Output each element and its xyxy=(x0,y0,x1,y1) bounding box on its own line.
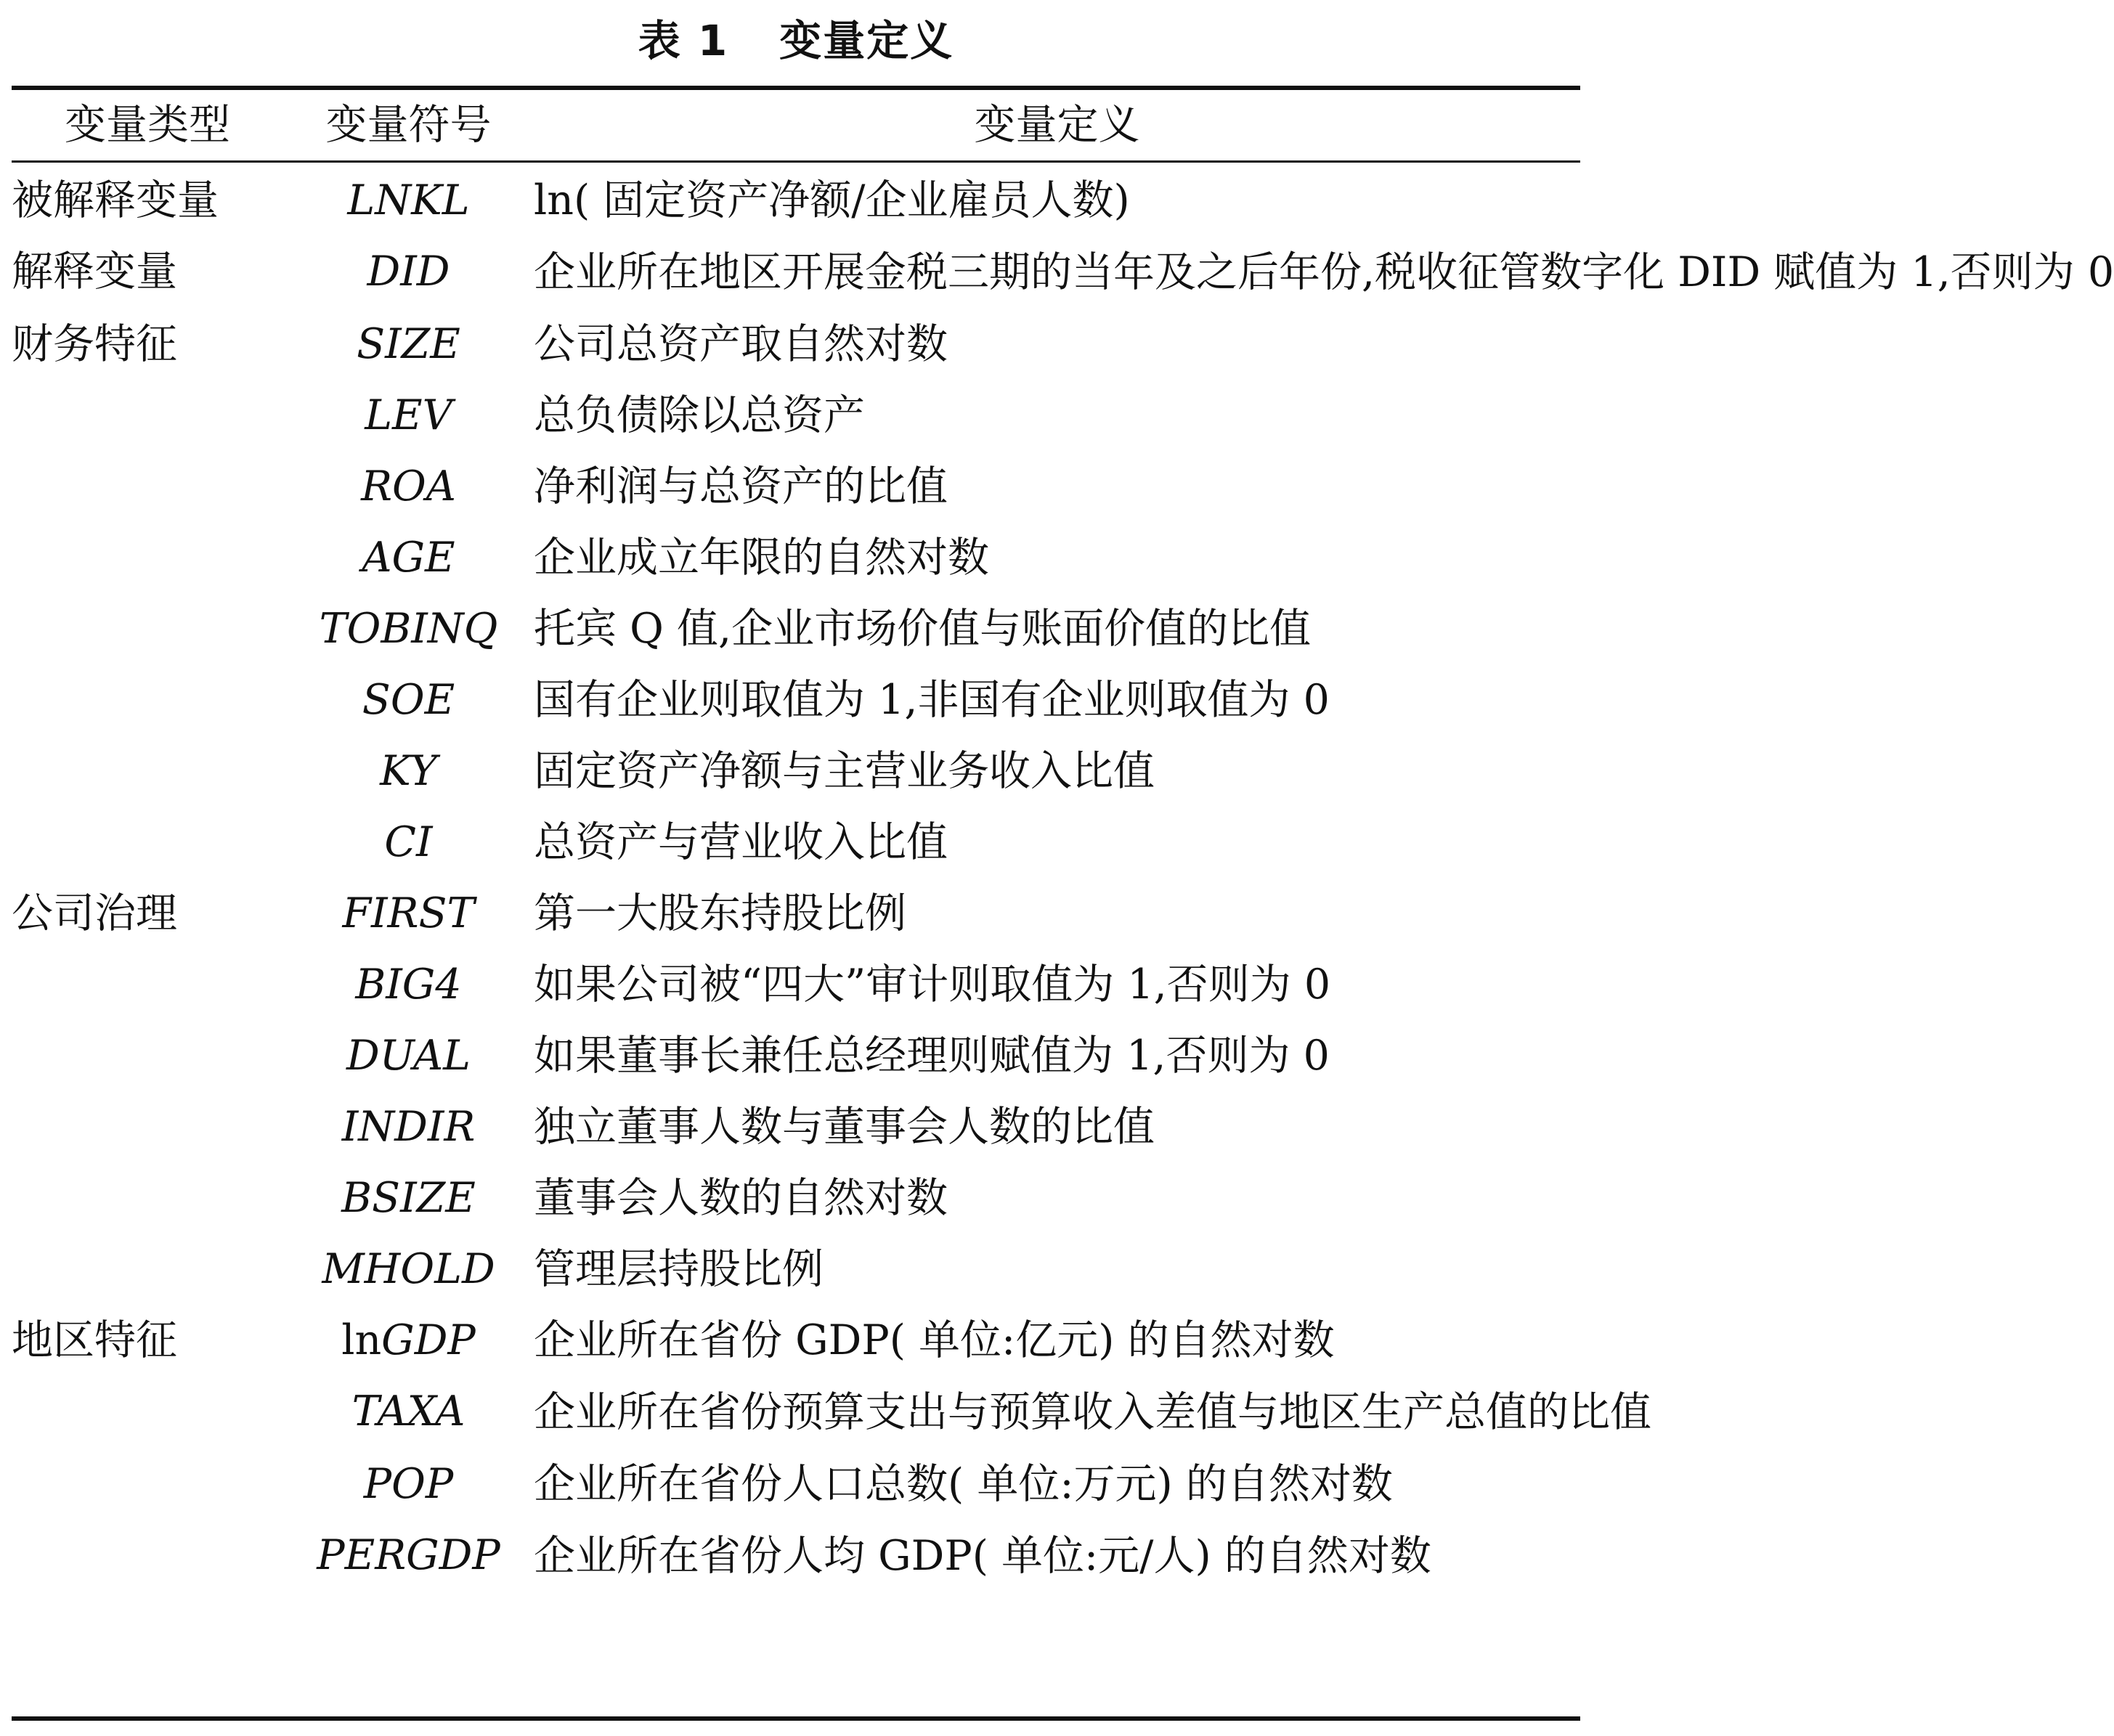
table-row xyxy=(12,1374,1580,1447)
table-row xyxy=(12,1447,1580,1518)
variable-symbol-cell: SIZE xyxy=(357,320,460,368)
variable-definition-cell: 企业所在省份预算支出与预算收入差值与地区生产总值的比值 xyxy=(534,1388,1651,1436)
table-row xyxy=(12,1019,1580,1090)
variable-type-cell xyxy=(12,1518,283,1591)
variable-definition-table xyxy=(12,90,2114,1591)
variable-type-cell xyxy=(12,1232,283,1303)
variable-symbol-cell: MHOLD xyxy=(322,1245,495,1293)
variable-type-cell xyxy=(12,1447,283,1518)
variable-type-cell xyxy=(12,805,283,876)
variable-symbol: GDP xyxy=(381,1316,476,1364)
variable-type-cell xyxy=(12,521,283,592)
variable-definition-cell: 董事会人数的自然对数 xyxy=(534,1174,948,1222)
variable-symbol-cell: CI xyxy=(384,818,433,866)
variable-definition-cell: 企业所在地区开展金税三期的当年及之后年份,税收征管数字化 DID 赋值为 1,否则为 0 xyxy=(534,248,2114,296)
variable-symbol-cell: PERGDP xyxy=(317,1531,500,1579)
variable-type-cell xyxy=(12,592,283,663)
variable-symbol-cell: BSIZE xyxy=(341,1174,476,1222)
variable-type-cell xyxy=(12,734,283,805)
table-row xyxy=(12,307,1580,378)
variable-definition-cell: 企业所在省份人均 GDP( 单位:元/人) 的自然对数 xyxy=(534,1532,1431,1580)
table-row xyxy=(12,1518,1580,1591)
variable-definition-cell: 总负债除以总资产 xyxy=(534,391,865,439)
variable-type-cell xyxy=(12,378,283,449)
variable-type-cell: 地区特征 xyxy=(12,1316,177,1364)
variable-type-cell xyxy=(12,1161,283,1232)
table-row xyxy=(12,948,1580,1019)
variable-type-cell xyxy=(12,1090,283,1161)
variable-type-cell: 被解释变量 xyxy=(12,176,219,224)
variable-symbol-cell: TOBINQ xyxy=(319,605,498,653)
table-caption-number: 表 1 xyxy=(638,16,729,65)
table-row xyxy=(12,805,1580,876)
table-row xyxy=(12,592,1580,663)
table-row xyxy=(12,449,1580,521)
variable-symbol-prefix: ln xyxy=(341,1316,382,1364)
table-row xyxy=(12,1090,1580,1161)
variable-type-cell xyxy=(12,449,283,521)
variable-type-cell xyxy=(12,948,283,1019)
variable-definition-cell: 企业所在省份 GDP( 单位:亿元) 的自然对数 xyxy=(534,1316,1335,1364)
variable-symbol-cell: FIRST xyxy=(342,889,475,937)
variable-symbol-cell: KY xyxy=(380,747,437,795)
variable-definition-cell: 公司总资产取自然对数 xyxy=(534,320,948,368)
table-row xyxy=(12,663,1580,734)
variable-symbol-cell: DUAL xyxy=(346,1032,471,1080)
table-caption-title: 变量定义 xyxy=(779,16,954,65)
variable-type-cell: 公司治理 xyxy=(12,889,177,937)
variable-type-cell xyxy=(12,1019,283,1090)
variable-definition-cell: 第一大股东持股比例 xyxy=(534,889,906,937)
variable-type-cell xyxy=(12,663,283,734)
variable-definition-cell: 独立董事人数与董事会人数的比值 xyxy=(534,1103,1155,1151)
variable-symbol-cell: SOE xyxy=(362,676,455,724)
table-row xyxy=(12,1303,1580,1374)
table-row xyxy=(12,160,1580,235)
variable-definition-cell: 如果公司被“四大”审计则取值为 1,否则为 0 xyxy=(534,961,1331,1008)
variable-symbol-cell: ROA xyxy=(361,462,456,510)
variable-symbol-cell: POP xyxy=(363,1460,454,1508)
variable-definition-cell: 国有企业则取值为 1,非国有企业则取值为 0 xyxy=(534,676,1330,724)
variable-definition-cell: 固定资产净额与主营业务收入比值 xyxy=(534,747,1155,795)
variable-definition-cell: ln( 固定资产净额/企业雇员人数) xyxy=(534,176,1130,224)
variable-type-cell: 财务特征 xyxy=(12,320,177,368)
table-header xyxy=(12,90,1580,160)
table-row xyxy=(12,521,1580,592)
variable-type-cell xyxy=(12,1374,283,1447)
variable-symbol-cell: LNKL xyxy=(347,176,470,224)
table-caption xyxy=(0,4,1592,77)
variable-definition-cell: 管理层持股比例 xyxy=(534,1245,824,1293)
table-row xyxy=(12,876,1580,948)
header-row xyxy=(12,90,1580,160)
variable-definition-cell: 托宾 Q 值,企业市场价值与账面价值的比值 xyxy=(534,605,1312,653)
variable-symbol-cell: INDIR xyxy=(341,1103,476,1151)
header-variable-definition: 变量定义 xyxy=(974,101,1140,149)
variable-type-cell: 解释变量 xyxy=(12,248,177,296)
variable-definition-cell: 总资产与营业收入比值 xyxy=(534,818,948,866)
variable-definition-cell: 如果董事长兼任总经理则赋值为 1,否则为 0 xyxy=(534,1032,1330,1080)
table-bottom-rule xyxy=(12,1716,1580,1721)
variable-symbol-cell: TAXA xyxy=(351,1387,466,1435)
table-row xyxy=(12,1161,1580,1232)
table-row xyxy=(12,378,1580,449)
table-row xyxy=(12,734,1580,805)
variable-symbol-cell: AGE xyxy=(362,534,455,582)
variable-definition-cell: 企业所在省份人口总数( 单位:万元) 的自然对数 xyxy=(534,1460,1393,1508)
table-row xyxy=(12,1232,1580,1303)
variable-definition-cell: 净利润与总资产的比值 xyxy=(534,462,948,510)
table-body xyxy=(12,160,2114,1591)
variable-symbol-cell: LEV xyxy=(365,391,452,439)
variable-symbol-cell: BIG4 xyxy=(355,961,462,1008)
variable-symbol-cell: DID xyxy=(367,248,450,296)
variable-symbol-cell xyxy=(283,1303,534,1374)
table-row xyxy=(12,235,1580,307)
header-variable-symbol: 变量符号 xyxy=(325,101,492,149)
header-variable-type: 变量类型 xyxy=(65,101,230,149)
variable-definition-cell: 企业成立年限的自然对数 xyxy=(534,534,989,582)
